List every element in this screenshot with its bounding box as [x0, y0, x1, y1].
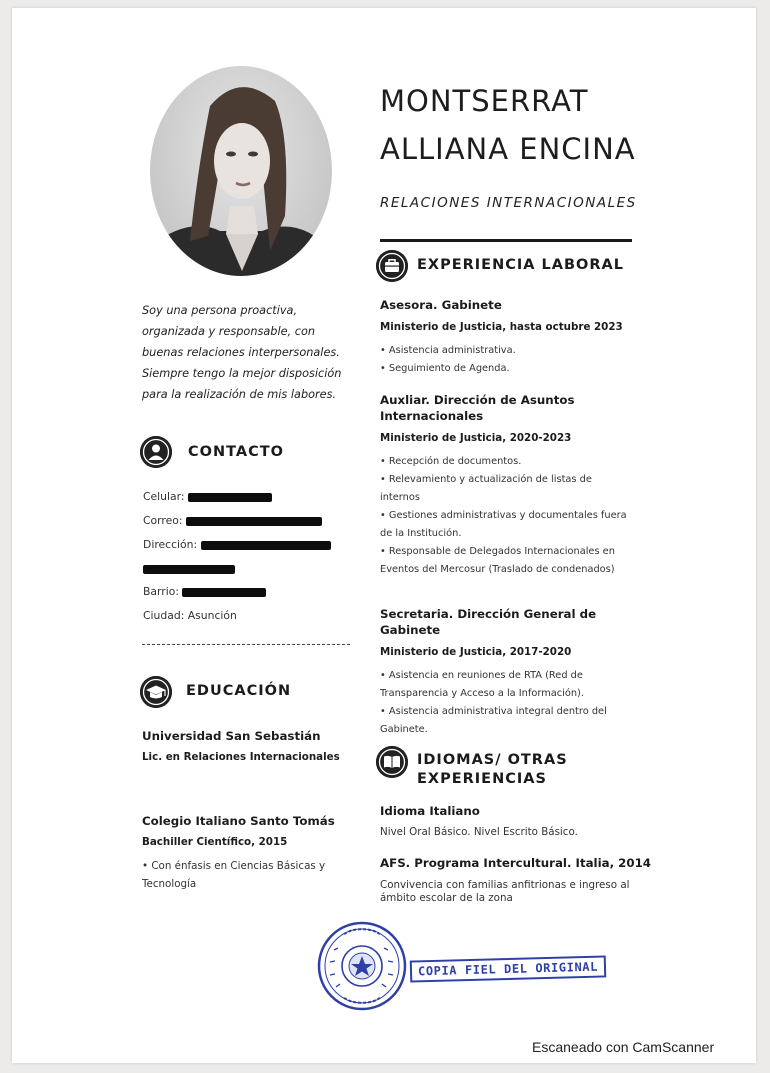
contact-ciudad: Ciudad: Asunción	[143, 609, 237, 622]
education-section-title: EDUCACIÓN	[186, 683, 292, 699]
name-last: ALLIANA ENCINA	[380, 132, 636, 166]
official-seal	[316, 920, 408, 1012]
job-title: Secretaria. Dirección General de Gabinete	[380, 607, 597, 637]
profession-title: RELACIONES INTERNACIONALES	[380, 195, 637, 211]
contact-divider	[142, 644, 350, 645]
job-title: Auxliar. Dirección de Asuntos Internacionales	[380, 393, 575, 423]
contact-correo	[143, 514, 322, 527]
direccion-label: Dirección:	[143, 538, 198, 551]
correo-label: Correo:	[143, 514, 183, 527]
experience-item-title: AFS. Programa Intercultural. Italia, 2014	[380, 856, 652, 870]
job-organization: Ministerio de Justicia, 2020-2023	[380, 432, 572, 444]
experience-section-title: EXPERIENCIA LABORAL	[417, 257, 624, 273]
job-bullet: • Asistencia en reuniones de RTA (Red de Transparencia y Acceso a la Información).	[380, 667, 630, 703]
contact-section-title: CONTACTO	[188, 444, 284, 460]
resume-page	[12, 8, 756, 1063]
celular-label: Celular:	[143, 490, 185, 503]
contact-barrio	[143, 585, 266, 598]
job-organization: Ministerio de Justicia, 2017-2020	[380, 646, 572, 658]
barrio-label: Barrio:	[143, 585, 179, 598]
job-bullet: • Asistencia administrativa.	[380, 342, 630, 360]
profile-photo	[150, 66, 332, 276]
job-bullet: • Responsable de Delegados Internacionales en Eventos del Mercosur (Traslado de condenados)	[380, 543, 630, 579]
language-item-text: Nivel Oral Básico. Nivel Escrito Básico.	[380, 826, 578, 838]
certified-copy-stamp: COPIA FIEL DEL ORIGINAL	[410, 955, 606, 982]
job-bullet: • Seguimiento de Agenda.	[380, 360, 630, 378]
languages-section-title-1: IDIOMAS/ OTRAS	[417, 752, 568, 768]
job-bullet: • Relevamiento y actualización de listas de internos	[380, 471, 630, 507]
job-bullets	[380, 342, 630, 378]
contact-direccion-cont	[143, 562, 235, 575]
graduation-cap-icon	[140, 676, 172, 708]
language-item-title: Idioma Italiano	[380, 804, 480, 818]
book-icon	[376, 746, 408, 778]
job-bullets	[380, 453, 630, 579]
job-organization: Ministerio de Justicia, hasta octubre 2023	[380, 321, 623, 333]
profile-photo-illustration	[150, 66, 332, 276]
languages-section-title-2: EXPERIENCIAS	[417, 771, 547, 787]
job-bullets	[380, 667, 630, 739]
education-institution: Universidad San Sebastián	[142, 729, 321, 743]
person-icon	[140, 436, 172, 468]
redaction-bar	[143, 565, 235, 574]
experience-item-text: Convivencia con familias anfitrionas e ingreso al ámbito escolar de la zona	[380, 879, 630, 904]
education-degree: Lic. en Relaciones Internacionales	[142, 751, 340, 763]
camscanner-watermark: Escaneado con CamScanner	[532, 1039, 715, 1055]
redaction-bar	[182, 588, 266, 597]
contact-direccion	[143, 538, 331, 551]
contact-celular	[143, 490, 272, 503]
job-bullet: • Recepción de documentos.	[380, 453, 630, 471]
redaction-bar	[201, 541, 331, 550]
profile-summary: Soy una persona proactiva, organizada y responsable, con buenas relaciones interpersonales. Siempre tengo la mejor disposición para la realización de mis labores.	[142, 304, 342, 401]
redaction-bar	[188, 493, 272, 502]
job-bullet: • Asistencia administrativa integral dentro del Gabinete.	[380, 703, 630, 739]
name-divider	[380, 239, 632, 242]
education-degree: Bachiller Científico, 2015	[142, 836, 288, 848]
briefcase-icon	[376, 250, 408, 282]
redaction-bar	[186, 517, 322, 526]
job-title: Asesora. Gabinete	[380, 298, 502, 312]
name-first: MONTSERRAT	[380, 84, 589, 118]
education-note: • Con énfasis en Ciencias Básicas y Tecnología	[142, 860, 326, 890]
job-bullet: • Gestiones administrativas y documentales fuera de la Institución.	[380, 507, 630, 543]
education-institution: Colegio Italiano Santo Tomás	[142, 814, 335, 828]
